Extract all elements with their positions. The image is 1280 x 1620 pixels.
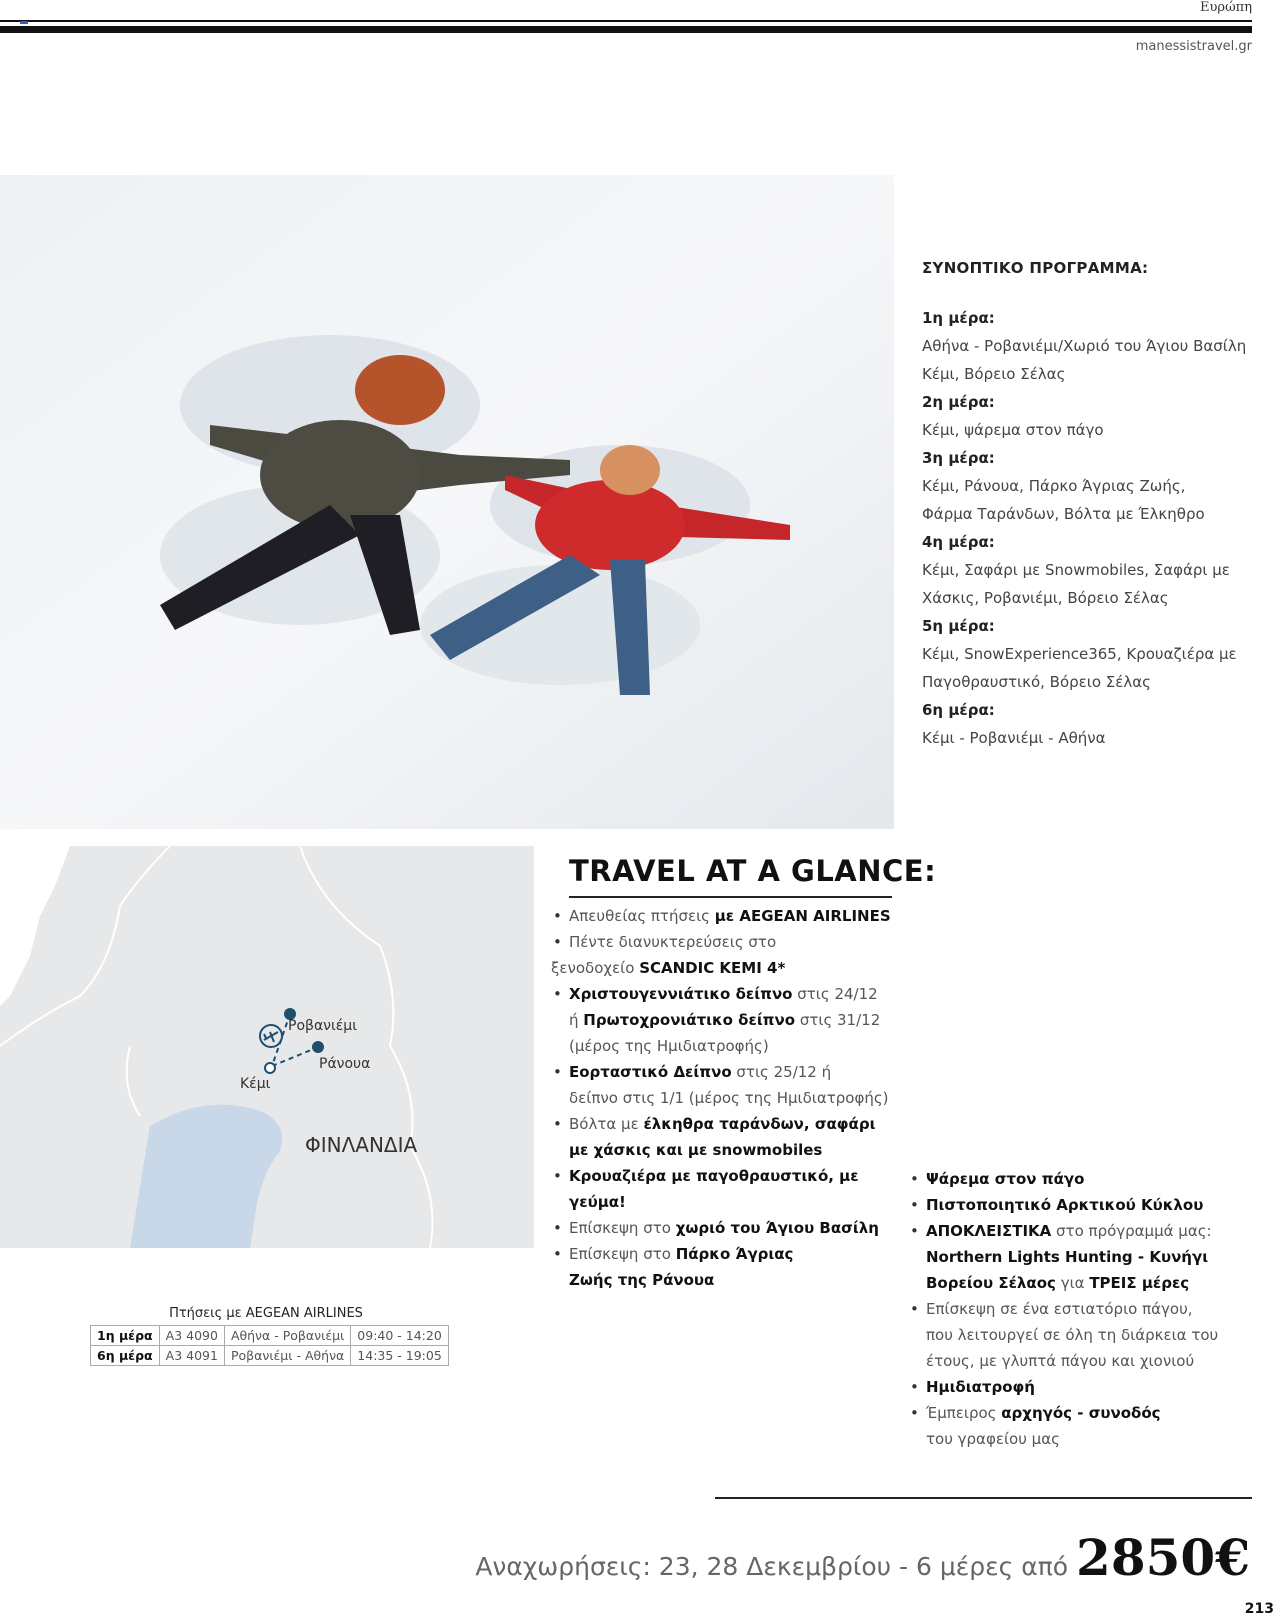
- list-item: • Επίσκεψη στο χωριό του Άγιου Βασίλη: [551, 1215, 896, 1241]
- list-item: • Επίσκεψη σε ένα εστιατόριο πάγου, που λειτουργεί σε όλη τη διάρκεια του έτους, με γλυπτά πάγου και χιονιού: [908, 1296, 1258, 1374]
- day-description: Κέμι, Ράνουα, Πάρκο Άγριας Ζωής,: [922, 477, 1186, 495]
- list-item: • Επίσκεψη στο Πάρκο Άγριας Ζωής της Ράνουα: [551, 1241, 896, 1293]
- list-item: • Έμπειρος αρχηγός - συνοδός του γραφείου μας: [908, 1400, 1258, 1452]
- day-description: Κέμι, ψάρεμα στον πάγο: [922, 421, 1104, 439]
- day-description: Κέμι - Ροβανιέμι - Αθήνα: [922, 729, 1106, 747]
- glance-list-right: [908, 1166, 1258, 1452]
- day-description: Παγοθραυστικό, Βόρειο Σέλας: [922, 673, 1151, 691]
- departures-line: [475, 1528, 1250, 1587]
- map-label-ranua: Ράνουα: [319, 1056, 371, 1072]
- program-day: [922, 304, 1252, 388]
- table-row: [91, 1346, 449, 1366]
- program-day: [922, 696, 1252, 752]
- map-label-kemi: Κέμι: [240, 1076, 271, 1092]
- map-label-rovaniemi: Ροβανιέμι: [288, 1018, 357, 1034]
- day-label: 3η μέρα:: [922, 449, 995, 467]
- list-item: • ΑΠΟΚΛΕΙΣΤΙΚΑ στο πρόγραμμά μας: Northern Lights Hunting - Κυνήγι Βορείου Σέλαος για ΤΡΕΙΣ μέρες: [908, 1218, 1258, 1296]
- list-item: • Πιστοποιητικό Αρκτικού Κύκλου: [908, 1192, 1258, 1218]
- footer-rule: [715, 1497, 1252, 1499]
- day-label: 2η μέρα:: [922, 393, 995, 411]
- glance-title-rule: [569, 896, 892, 898]
- program-day: [922, 612, 1252, 696]
- list-item: • Βόλτα με έλκηθρα ταράνδων, σαφάρι με χάσκις και με snowmobiles: [551, 1111, 896, 1163]
- header-accent-mark: [20, 21, 28, 24]
- day-description: Αθήνα - Ροβανιέμι/Χωριό του Άγιου Βασίλη: [922, 337, 1247, 355]
- header-rule-thin: [0, 20, 1252, 22]
- flight-time: 14:35 - 19:05: [351, 1346, 449, 1366]
- section-title: Ευρώπη: [1200, 0, 1252, 15]
- list-item: • Ημιδιατροφή: [908, 1374, 1258, 1400]
- program-title: ΣΥΝΟΠΤΙΚΟ ΠΡΟΓΡΑΜΜΑ:: [922, 259, 1149, 277]
- day-description: Κέμι, Σαφάρι με Snowmobiles, Σαφάρι με: [922, 561, 1230, 579]
- list-item: • Απευθείας πτήσεις με AEGEAN AIRLINES: [551, 903, 896, 929]
- day-description: Κέμι, SnowExperience365, Κρουαζιέρα με: [922, 645, 1237, 663]
- day-description: Φάρμα Ταράνδων, Βόλτα με Έλκηθρο: [922, 505, 1205, 523]
- program-day: [922, 444, 1252, 528]
- flight-code: A3 4090: [159, 1326, 224, 1346]
- website-link[interactable]: manessistravel.gr: [1135, 39, 1252, 54]
- flight-route: Αθήνα - Ροβανιέμι: [224, 1326, 350, 1346]
- page-number: 213: [1244, 1601, 1274, 1617]
- flight-day: 6η μέρα: [91, 1346, 160, 1366]
- list-item: • Ψάρεμα στον πάγο: [908, 1166, 1258, 1192]
- program-summary: [922, 254, 1252, 752]
- day-label: 5η μέρα:: [922, 617, 995, 635]
- day-description: Κέμι, Βόρειο Σέλας: [922, 365, 1066, 383]
- day-description: Χάσκις, Ροβανιέμι, Βόρειο Σέλας: [922, 589, 1169, 607]
- ranua-dot: [312, 1041, 324, 1053]
- list-item: • Πέντε διανυκτερεύσεις στο ξενοδοχείο SCANDIC KEMI 4*: [551, 929, 896, 981]
- kemi-dot: [265, 1063, 275, 1073]
- list-item: • Χριστουγεννιάτικο δείπνο στις 24/12 ή Πρωτοχρονιάτικο δείπνο στις 31/12 (μέρος της Ημιδιατροφής): [551, 981, 896, 1059]
- flights-title: Πτήσεις με AEGEAN AIRLINES: [169, 1306, 363, 1321]
- flight-time: 09:40 - 14:20: [351, 1326, 449, 1346]
- day-label: 6η μέρα:: [922, 701, 995, 719]
- hero-photo-snow-angels: [0, 175, 894, 829]
- departures-text: Αναχωρήσεις: 23, 28 Δεκεμβρίου - 6 μέρες από: [475, 1552, 1077, 1581]
- price: 2850€: [1076, 1528, 1250, 1587]
- glance-list-left: [551, 903, 896, 1293]
- list-item: • Κρουαζιέρα με παγοθραυστικό, με γεύμα!: [551, 1163, 896, 1215]
- glance-title: TRAVEL AT A GLANCE:: [569, 854, 937, 888]
- flight-route: Ροβανιέμι - Αθήνα: [224, 1346, 350, 1366]
- flight-code: A3 4091: [159, 1346, 224, 1366]
- list-item: • Εορταστικό Δείπνο στις 25/12 ή δείπνο στις 1/1 (μέρος της Ημιδιατροφής): [551, 1059, 896, 1111]
- map-label-country: ΦΙΝΛΑΝΔΙΑ: [305, 1133, 418, 1157]
- day-label: 4η μέρα:: [922, 533, 995, 551]
- flights-table-block: [90, 1306, 442, 1366]
- flights-table: [90, 1325, 449, 1366]
- program-day: [922, 528, 1252, 612]
- header-rule-thick: [0, 26, 1252, 33]
- finland-route-map: [0, 846, 534, 1248]
- program-day: [922, 388, 1252, 444]
- day-label: 1η μέρα:: [922, 309, 995, 327]
- flight-day: 1η μέρα: [91, 1326, 160, 1346]
- table-row: [91, 1326, 449, 1346]
